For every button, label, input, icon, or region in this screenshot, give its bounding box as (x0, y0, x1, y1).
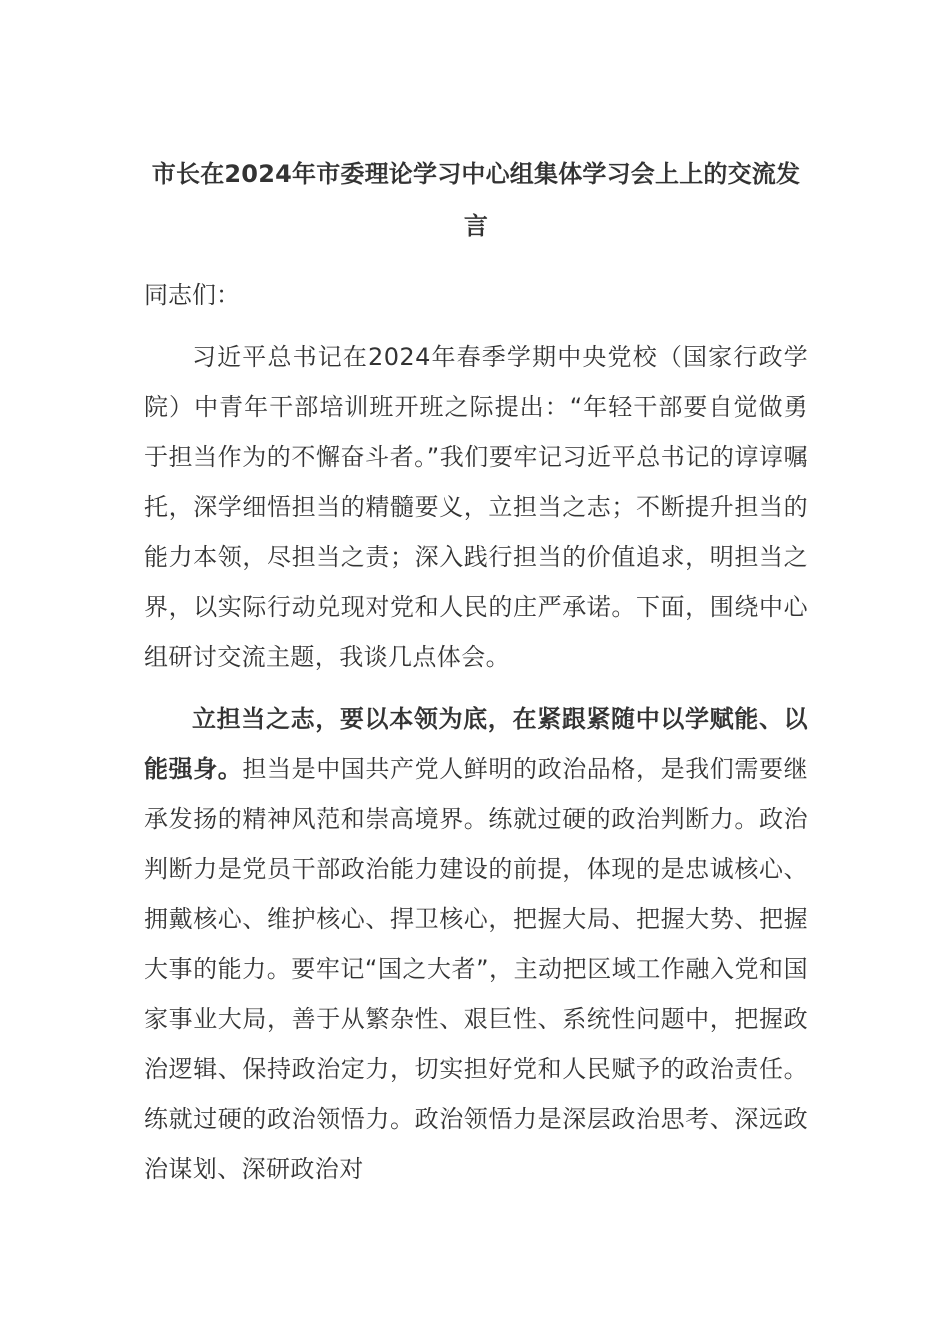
document-title: 市长在2024年市委理论学习中心组集体学习会上上的交流发言 (151, 160, 801, 240)
paragraph-text: 担当是中国共产党人鲜明的政治品格，是我们需要继承发扬的精神风范和崇高境界。练就过硬的政治判断力。政治判断力是党员干部政治能力建设的前提，体现的是忠诚核心、拥戴核心、维护核心、捍卫核心，把握大局、把握大势、把握大事的能力。要牢记“国之大者”，主动把区域工作融入党和国家事业大局，善于从繁杂性、艰巨性、系统性问题中，把握政治逻辑、保持政治定力，切实担好党和人民赋予的政治责任。练就过硬的政治领悟力。政治领悟力是深层政治思考、深远政治谋划、深研政治对 (144, 755, 808, 1183)
paragraph-intro (144, 332, 808, 682)
document-page (144, 148, 808, 1194)
paragraph-text: 习近平总书记在2024年春季学期中央党校（国家行政学院）中青年干部培训班开班之际提出：“年轻干部要自觉做勇于担当作为的不懈奋斗者。”我们要牢记习近平总书记的谆谆嘱托，深学细悟担当的精髓要义，立担当之志；不断提升担当的能力本领，尽担当之责；深入践行担当的价值追求，明担当之界，以实际行动兑现对党和人民的庄严承诺。下面，围绕中心组研讨交流主题，我谈几点体会。 (144, 343, 808, 671)
paragraph-section-1 (144, 694, 808, 1194)
paragraph-lead-bold: 立担当之志，要以本领为底，在紧跟紧随中以学赋能、以能强身。 (144, 705, 808, 783)
salutation: 同志们： (144, 281, 240, 309)
